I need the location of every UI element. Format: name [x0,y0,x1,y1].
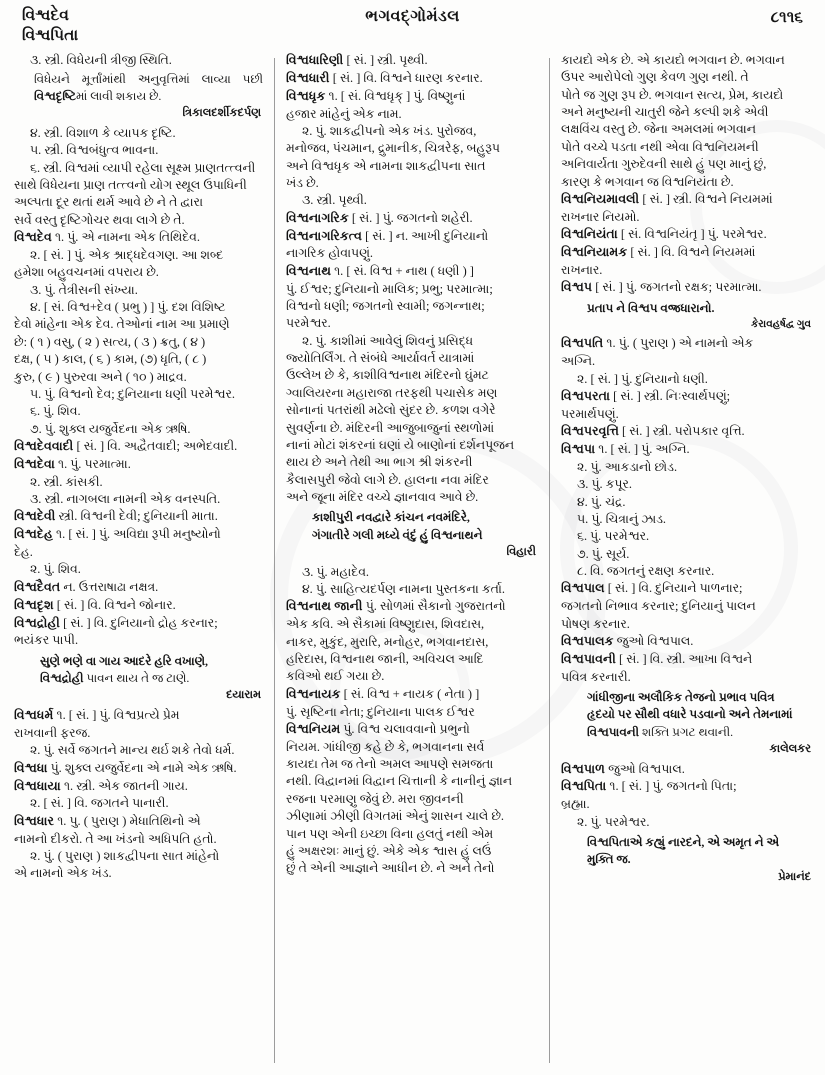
headword: વિશ્વનિયમ [286,721,341,736]
sense-continuation: એ નામનો એક ખંડ. [14,866,112,881]
dictionary-entry [561,651,813,668]
sense-continuation: ઉલ્લેખ છે કે, કાશીવિશ્વનાથ મંદિરનો ઘુંમટ [286,368,489,383]
sense-continuation: મનોજવ, પંચમાન, દ્રુમાનીક, ચિત્રરેફ, બહુરૂપ [286,141,500,156]
citation-attribution: પ્રેમાનંદ [778,870,811,883]
sense-continuation: છું તે એની આજ્ઞાને આધીન છે. ને અને તેનો [286,861,495,876]
verse-quotation: સુણે ભણે વા ગાય આદરે હરિ વખાણે, વિશ્વદ્રોહી પાવન થાય તે જ ટાણે. [40,653,209,686]
definition: ન. ઉત્તરાષાઢા નક્ષત્ર. [63,579,159,594]
sense-continuation: અગ્નિ. [561,354,596,369]
sense-continuation: પરમેશ્વર. [286,316,331,331]
sense-continuation: કાયદો એક છે. એ કાયદો ભગવાન છે. ભગવાન [561,53,785,67]
sense-continuation: વિશ્વનો ધણી; જગતનો સ્વામી; જગન્નાથ; [286,299,485,314]
dictionary-entry [286,686,538,703]
dictionary-entry [14,456,263,473]
headword: વિશ્વધારી [286,70,330,85]
sense-continuation: રાખવાની ફરજ. [14,725,91,740]
dictionary-entry [14,778,263,795]
sense-continuation: નાનાં મોટાં શંકરનાં ઘણાં યે બાણોનાં દર્શનપૂજન [286,437,515,452]
sense: ૪. [ સં. વિશ્વ+દેવ ( પ્રભુ ) ] પું. દશ વિશિષ્ટ [30,300,226,315]
definition: ૧. [ સં. ] પું. અગ્નિ. [598,442,690,456]
headword: વિશ્વદેવા [14,456,55,471]
dictionary-entry [286,210,538,227]
dictionary-entry [14,760,263,777]
sense: ૪. સ્ત્રી. વિશાળ કે વ્યાપક દૃષ્ટિ. [30,125,176,140]
sense: ૫. પું. વિશ્વનો દેવ; દુનિયાના ધણી પરમેશ્વર. [30,386,235,401]
sense-continuation: હમેશા બહુવચનમાં વપરાય છે. [14,265,159,280]
sense: ૭. પું. શુક્લ યજુર્વેદના એક ઋષિ. [30,421,191,436]
definition: [ સં. ] સ્ત્રી. પરોપકાર વૃત્તિ. [622,424,745,439]
sense: ૩. પું. કપૂર. [577,477,632,492]
dictionary-entry [14,526,263,543]
dictionary-entry [286,88,538,105]
sense-continuation: રજના પરમાણુ જેવું છે. મરા જીવનની [286,791,464,806]
headword: વિશ્વનાગરિક [286,210,349,225]
dictionary-entry [561,279,813,296]
sense-continuation: જ્યોતિર્લિંગ. તે સંબંધે આર્યાવર્ત યાત્રામાં [286,351,475,366]
sense-continuation: નામનો દીકરો. તે આ ખંડનો અધિપતિ હતો. [14,831,217,846]
sense-continuation: નથી. વિદ્વાનમાં વિદ્વાન ચિત્તાની કે નાનીનું જ્ઞાન [286,774,513,789]
definition: ૧. [ સં. ] પું. જગતનો પિતા; [609,779,737,794]
headword: વિશ્વધારિણી [286,53,344,67]
dictionary-entry [561,778,813,795]
headword: વિશ્વધૃક [286,88,326,103]
dictionary-entry [14,579,263,596]
definition: પું. વિશ્વ ચલાવવાનો પ્રભુનો [343,721,470,736]
sense-continuation: કાયદા તેમ જ તેનો અમલ આપણે સમજતા [286,757,494,772]
citation-attribution: ત્રિકાલદર્શીકદર્પણ [182,107,261,120]
dictionary-entry [561,441,813,458]
sense: ૨. પું. શિવ. [30,562,81,577]
dictionary-entry [561,423,813,440]
page-number: ૮૧૧૬ [770,9,803,26]
sense: ૫. સ્ત્રી. વિશ્વબંધુત્વ ભાવના. [30,143,159,158]
sense-continuation: ભયંકર પાપી. [14,633,79,648]
dictionary-entry [561,633,813,650]
definition: [ સં. વિશ્વનિયંતૃ ] પું. પરમેશ્વર. [620,227,767,242]
headword: વિશ્વધા [14,760,48,775]
headword: વિશ્વદૃશ [14,597,54,612]
verse-quotation: વિશ્વપિતાએ કહ્યું નારદને, એ અમૃત ને એ મુક્તિ જ. [587,835,780,867]
citation: વિધેયને મૂર્ત્તાંમાંથી અનુવૃત્તિમાં લાવ્યા પછી વિશ્વદૃષ્ટિમાં લાવી શકાય છે. [34,72,263,104]
sense: ૨. પું. શાકદ્વીપનો એક ખંડ. પુરોજવ, [302,123,477,138]
definition: જુઓ વિશ્વપાલ. [608,761,685,776]
sense: ૨. [ સં. ] વિ. જગતને પાનારી. [30,796,169,811]
definition: ૧. [ સં. વિશ્વધૃક્ ] પું. વિષ્ણુનાં [328,88,466,103]
dictionary-entry [561,335,813,352]
sense-continuation: છે: ( ૧ ) વસુ, ( ૨ ) સત્ય, ( ૩ ) ક્રતુ, ( ૪ ) [14,334,206,349]
sense: ૪. પું. સાહિત્યદર્પણ નામના પુસ્તકના કર્તા. [302,582,505,597]
definition: [ સં. વિશ્વ + નાયક ( નેતા ) ] [343,686,480,701]
sense-continuation: અને વિશ્વધૃક એ નામના શાકદ્વીપના સાત [286,158,486,173]
sense-continuation: નાકર, મુકુંદ, મુરારિ, મનોહર, ભગવાનદાસ, [286,634,489,649]
sense-continuation: કુરુ, ( ૯ ) પુરુરવા અને ( ૧૦ ) માદ્રવ. [14,369,187,384]
definition: [ સં. ] વિ. વિશ્વને ધારણ કરનાર. [332,70,483,85]
headword: વિશ્વધાયા [14,778,61,793]
sense-continuation: દક્ષ, ( ૫ ) કાલ, ( ૬ ) કામ, (૭) ધૃતિ, ( ૮ ) [14,352,207,367]
headword: વિશ્વનિયામક [561,244,628,259]
sense-continuation: જગતનો નિભાવ કરનાર; દુનિયાનું પાલન [561,599,756,614]
book-title: ભગવદ્‌ગોમંડલ [365,8,460,25]
definition: [ સં. ] વિ. દુનિયાને પાળનાર; [607,581,743,596]
headword: વિશ્વપાલ [561,581,605,596]
sense: ૩. સ્ત્રી. પૃથ્વી. [302,193,367,208]
dictionary-entry [286,52,538,69]
definition: પું. સોળમાં સૈકાનો ગુજરાતનો [365,599,506,614]
dictionary-entry [286,721,538,738]
headword: વિશ્વદેવવાદી [14,438,74,453]
sense-continuation: હરિદાસ, વિશ્વનાથ જાની, અવિચલ આદિ [286,651,484,666]
sense: ૨. [ સં. ] પું. દુનિયાનો ધણી. [577,371,708,386]
sense-continuation: પું. સૃષ્ટિના નેતા; દુનિયાના પાલક ઈશ્વર [286,704,475,719]
headword: વિશ્વદેહ [14,527,53,542]
sense-continuation: ગ્વાલિયરના મહારાજા તરફથી પચાસેક મણ [286,385,498,400]
sense-continuation: પવિત્ર કરનારી. [561,669,631,684]
sense: ૫. પું. ચિત્રાનું ઝાડ. [577,511,667,526]
dictionary-entry [14,597,263,614]
sense-continuation: કવિઓ થઈ ગયા છે. [286,669,385,684]
sense-continuation: સાથે વિધેયના પ્રાણ તત્ત્વનો યોગ સ્થૂલ ઉપાધિની [14,178,247,193]
sense: ૨. પું. આકડાનો છોડ. [577,459,678,474]
sense: ૩. સ્ત્રી. નાગબલા નામની એક વનસ્પતિ. [30,492,221,507]
sense-continuation: ખંડ છે. [286,176,319,191]
headword: વિશ્વપાવની [561,651,616,666]
sense-continuation: સુવર્ણના છે. મંદિરની આજુબાજુનાં સ્થળોમાં [286,420,495,435]
definition: [ સં. ] વિ. દુનિયાનો દ્રોહ કરનાર; [63,615,218,630]
dictionary-entry [286,70,538,87]
dictionary-entry [561,226,813,243]
column-container [0,52,825,1075]
headword: વિશ્વનાથ [286,263,331,278]
dictionary-entry [561,191,813,208]
dictionary-entry [14,508,263,525]
dictionary-entry [561,580,813,597]
definition: [ સં. ] સ્ત્રી. વિશ્વને નિયમમાં [642,191,773,206]
citation-attribution: કાલેલકર [769,742,811,755]
headword: વિશ્વપરવૃત્તિ [561,424,619,439]
dictionary-entry [14,229,263,246]
sense-continuation: ઝીણામાં ઝીણી વિગતમાં એનું શાસન ચાલે છે. [286,809,505,824]
sense: ૮. વિ. જગતનું રક્ષણ કરનાર. [577,564,715,579]
definition: સ્ત્રી. વિશ્વની દેવી; દુનિયાની માતા. [58,509,218,524]
dictionary-entry [286,263,538,280]
sense-continuation: લક્ષવિંચ વસ્તુ છે. જેના અમલમાં ભગવાન [561,122,756,137]
sense-continuation: નાગરિક હોવાપણું. [286,246,373,261]
sense-continuation: એક કવિ. એ સૈકામાં વિષ્ણુદાસ, શિવદાસ, [286,617,485,632]
definition: [ સં. ] વિ. અદ્વૈતવાદી; અભેદવાદી. [76,438,238,453]
citation-attribution: કેરાવહર્ષદ્વ ગુવ [750,318,811,330]
sense-continuation: સોનાનાં પતરાંથી મઢેલો સુંદર છે. કળશ વગેરે [286,403,496,418]
definition: ૧. પુ. ( પુરાણ ) મેધાતિથિનો એ [57,813,201,828]
headword: વિશ્વનિયંતા [561,227,618,242]
sense: ૨. પું. ( પુરાણ ) શાકદ્વીપના સાત માંહેનો [30,848,220,863]
definition: ૧. પું. એ નામના એક તિથિદેવ. [54,230,201,245]
dictionary-entry [14,615,263,632]
sense-continuation: નિયમ. ગાંધીજી કહે છે કે, ભગવાનના સર્વ [286,739,485,754]
running-head-last-word: વિશ્વપિતા [22,26,79,44]
dictionary-entry [14,438,263,455]
headword: વિશ્વપાલક [561,633,614,648]
sense-continuation: અને જૂના મંદિર વચ્ચે જ્ઞાનવાવ આવે છે. [286,489,479,504]
definition: ૧. [ સં. ] પું. વિશ્વપ્રત્યે પ્રેમ [56,708,180,723]
headword: વિશ્વપાળ [561,761,605,776]
running-head-first-word: વિશ્વદેવ [22,7,69,24]
definition: [ સં. ] પું. જગતનો રક્ષક; પરમાત્મા. [595,280,762,295]
sense: ૬. પું. પરમેશ્વર. [577,529,650,544]
sense-continuation: પોષણ કરનાર. [561,616,630,631]
definition: [ સં. ] ન. આખી દુનિયાનો [365,228,489,243]
sense: ૩. સ્ત્રી. વિધેયની ત્રીજી સ્થિતિ. [30,53,172,67]
headword: વિશ્વપતિ [561,336,604,351]
headword: વિશ્વધર્મ [14,708,54,723]
sense-continuation: અલ્પતા દૂર થતાં થર્મ આવે છે ને તે દ્વારા [14,195,203,210]
dictionary-entry [14,707,263,724]
definition: ૧. પું. પરમાત્મા. [58,456,131,471]
sense: ૨. [ સં. ] પું. એક શ્રાદ્ધદેવગણ. આ શબ્દ [30,248,224,262]
dictionary-entry [286,228,538,245]
headword: વિશ્વપરતા [561,388,611,403]
definition: પું. શુક્લ યજુર્વેદના એ નામે એક ઋષિ. [50,760,237,775]
sense-continuation: કૈલાસપુરી જેવો લાગે છે. હાલના નવા મંદિર [286,472,489,487]
sense-continuation: ઉપર આરોપેલો ગુણ કેવળ ગુણ નથી. તે [561,70,749,85]
dictionary-entry [561,761,813,778]
definition: [ સં. ] વિ. વિશ્વને જોનાર. [56,597,176,612]
dictionary-entry [561,388,813,405]
sense: ૬. સ્ત્રી. વિશ્વમાં વ્યાપી રહેલા સૂક્ષ્મ પ્રાણતત્ત્વની [30,160,256,175]
sense-continuation: બ્રહ્મા. [561,797,590,812]
sense-continuation: હજાર માંહેનું એક નામ. [286,106,402,121]
sense-continuation: પું. ઈશ્વર; દુનિયાનો માલિક; પ્રભુ; પરમાત્મા; [286,281,493,296]
sense-continuation: પોતે જ ગુણ રૂપ છે. ભગવાન સત્ય, પ્રેમ, કાયદો [561,87,784,102]
sense-continuation: પાન પણ એની ઇચ્છા વિના હલતું નથી એમ [286,826,494,841]
column-2 [275,52,550,1075]
dictionary-entry [14,813,263,830]
definition: જુઓ વિશ્વપાલ. [616,633,694,648]
sense: ૨. પું. કાશીમાં આવેલું શિવનું પ્રસિદ્ધ [302,333,474,348]
column-1 [0,52,275,1075]
definition: ૧. સ્ત્રી. એક જાતની ગાય. [63,778,188,793]
sense: ૩. પું. તેત્રીસની સંખ્યા. [30,282,138,297]
headword: વિશ્વદેવ [14,230,52,245]
sense-continuation: અનિવાર્યતા ગુરુદેવની સાથે હું પણ માનું છું, [561,157,767,172]
headword: વિશ્વપ [561,280,593,295]
citation-attribution: વિહારી [506,545,536,558]
definition: ૧. [ સં. ] પું. અવિદ્યા રૂપી મનુષ્યોનો [56,527,221,542]
definition: ૧. [ સં. વિશ્વ + નાથ ( ધણી ) ] [334,263,474,278]
sense-continuation: રાખનાર. [561,262,603,277]
sense-continuation: દેહ. [14,545,33,560]
verse-quotation: પ્રતાપ ને વિશ્વપ વજ્રધારાનો. [587,300,715,315]
sense: ૨. પું. પરમેશ્વર. [577,814,650,829]
definition: ૧. પું. ( પુરાણ ) એ નામનો એક [606,336,754,351]
definition: [ સં. ] વિ. વિશ્વને નિયમમાં [630,244,756,259]
definition: [ સં. ] વિ. સ્ત્રી. આખા વિશ્વને [619,651,753,666]
citation-attribution: દયારામ [226,689,261,702]
sense-continuation: અને મનુષ્યની ચાતુરી જેને કલ્પી શકે એવી [561,105,769,120]
sense: ૭. પું. સૂર્ય. [577,546,630,561]
sense: ૨. સ્ત્રી. કાંસકી. [30,474,103,489]
headword: વિશ્વનાગરિકત્વ [286,228,362,243]
sense: ૬. પું. શિવ. [30,404,81,419]
sense-continuation: કારણ કે ભગવાન જ વિશ્વનિયંતા છે. [561,174,734,189]
definition: [ સં. ] સ્ત્રી. નિઃસ્વાર્થપણું; [613,388,731,403]
headword: વિશ્વદૈવત [14,579,61,594]
column-3 [550,52,825,1075]
sense: ૩. પું. મહાદેવ. [302,564,370,579]
sense-continuation: પોતે વચ્ચે પડતા નથી એવા વિશ્વનિયમની [561,139,759,154]
headword: વિશ્વદેવી [14,509,56,524]
definition: [ સં. ] સ્ત્રી. પૃથ્વી. [346,53,428,67]
sense-continuation: થાય છે અને તેથી આ ભાગ શ્રી શંકરની [286,455,473,470]
sense: ૨. પું. સર્વે જગતને માન્ય થર્ઇ શકે તેવો ધર્મ. [30,743,235,758]
headword: વિશ્વધાર [14,813,55,828]
headword: વિશ્વદ્રોહી [14,615,60,630]
sense-continuation: રાખનાર નિયમો. [561,209,640,224]
sense-continuation: પરમાર્થપણું. [561,406,619,421]
headword: વિશ્વનાયક [286,686,341,701]
sense-continuation: સર્વે વસ્તુ દૃષ્ટિગોચર થવા લાગે છે તે. [14,212,185,227]
sense: ૪. પું. ચંદ્ર. [577,494,626,509]
page-header [0,0,825,52]
sense-continuation: હું અક્ષરશઃ માનું છું. એકે એક શ્વાસ હું લઉં [286,843,492,858]
dictionary-entry [561,244,813,261]
definition: [ સં. ] પું. જગતનો શહેરી. [351,210,473,225]
headword: વિશ્વપા [561,442,596,456]
headword: વિશ્વનાથ જાની [286,599,363,614]
headword: વિશ્વનિયમાવલી [561,191,640,206]
sense-continuation: દેવો માંહેના એક દેવ. તેઓનાં નામ આ પ્રમાણે [14,317,230,332]
dictionary-entry [286,598,538,615]
headword: વિશ્વપિતા [561,779,607,794]
prose-quotation: ગાંધીજીના અલૌકિક તેજનો પ્રભાવ પવિત્ર હૃદયો પર સૌથી વધારે પડવાનો અને તેમનામાં વિશ્વપાવની શક્તિ પ્રગટ થવાની. [587,690,793,739]
verse-quotation: કાશીપુરી નવદ્વારે કાંચન નવમંદિરે, ગંગાતીરે ગલી મધ્યે વંદું હું વિશ્વનાથને [312,510,483,542]
